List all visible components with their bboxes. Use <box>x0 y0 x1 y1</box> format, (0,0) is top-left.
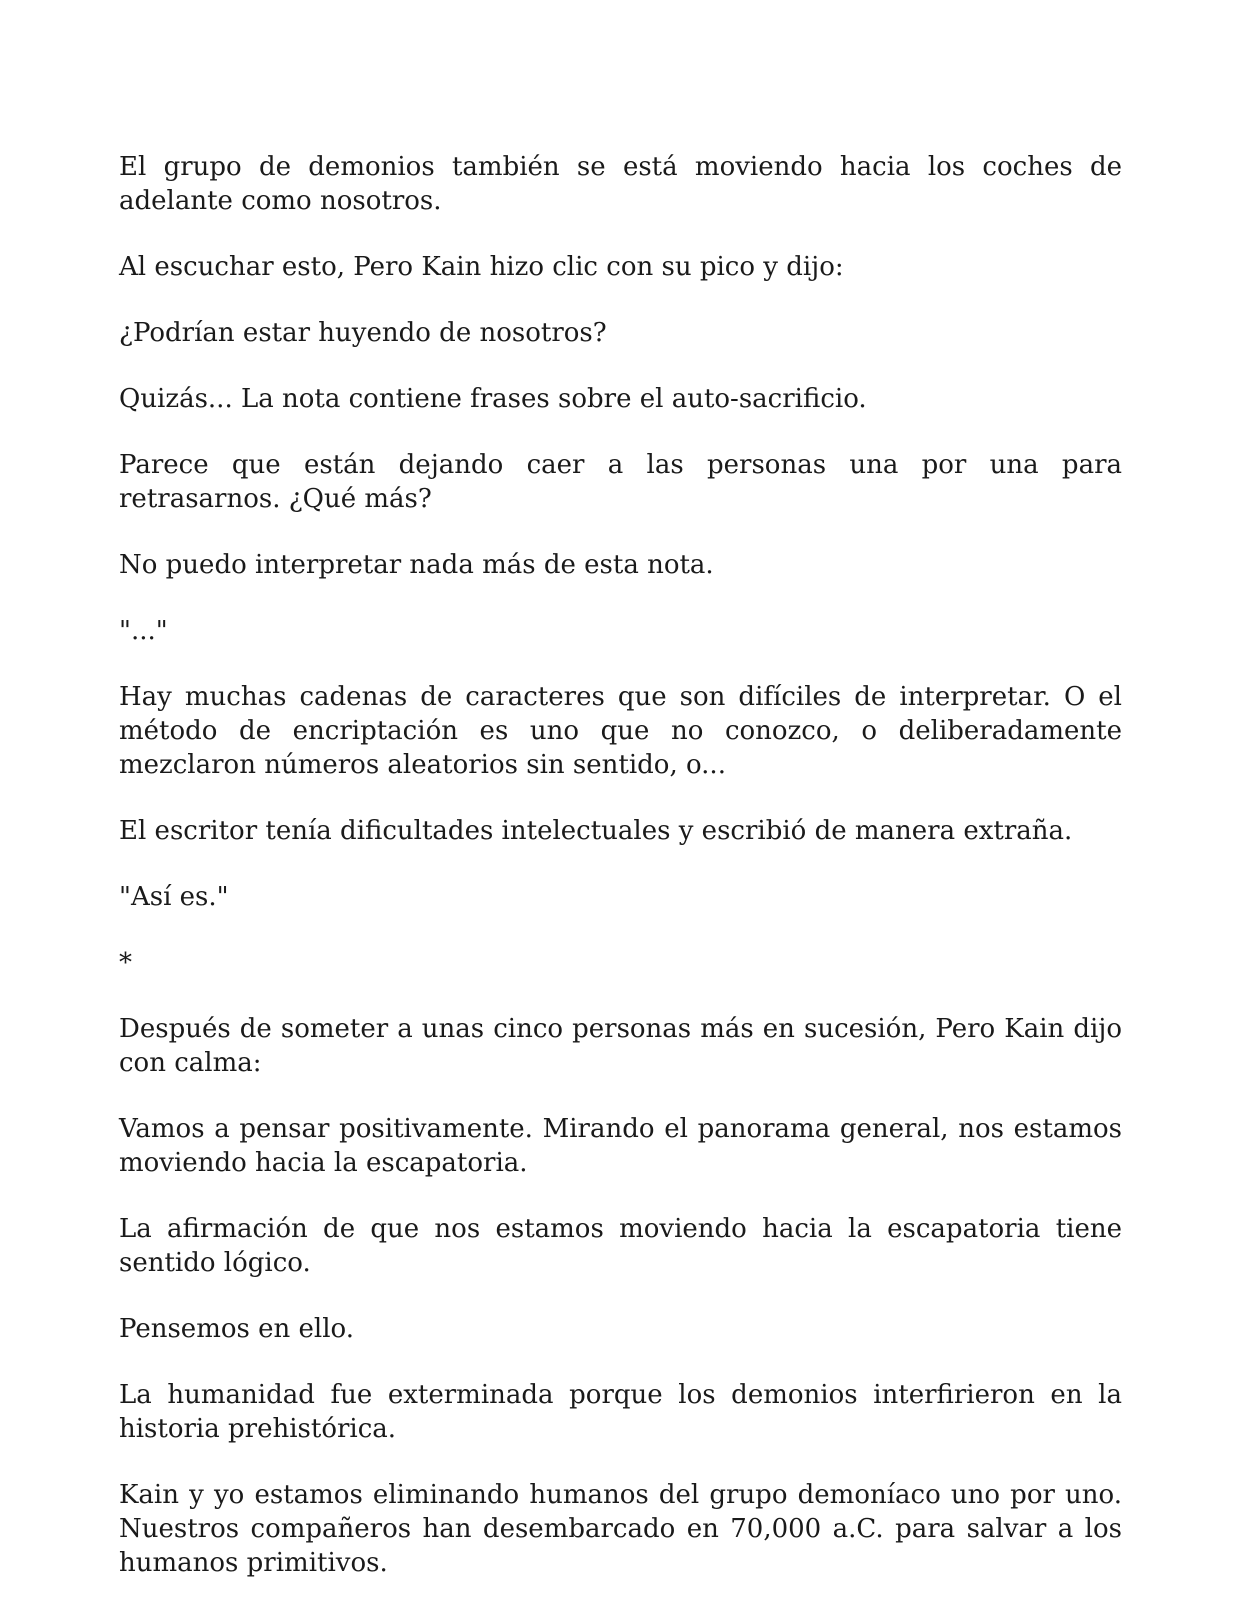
paragraph-16: La humanidad fue exterminada porque los demonios interfirieron en la historia prehistórica. <box>119 1380 1122 1444</box>
paragraph-2: Al escuchar esto, Pero Kain hizo clic con su pico y dijo: <box>119 252 844 282</box>
paragraph-4: Quizás... La nota contiene frases sobre el auto-sacrificio. <box>119 384 867 414</box>
paragraph-13: Vamos a pensar positivamente. Mirando el panorama general, nos estamos moviendo hacia la escapatoria. <box>119 1114 1122 1178</box>
paragraph-6: No puedo interpretar nada más de esta nota. <box>119 550 714 580</box>
paragraph-5: Parece que están dejando caer a las personas una por una para retrasarnos. ¿Qué más? <box>119 450 1122 514</box>
paragraph-7: "..." <box>119 616 168 646</box>
paragraph-10: "Así es." <box>119 882 229 912</box>
scene-break: * <box>119 948 132 978</box>
paragraph-15: Pensemos en ello. <box>119 1314 354 1344</box>
paragraph-8: Hay muchas cadenas de caracteres que son difíciles de interpretar. O el método de encriptación es uno que no conozco, o deliberadamente mezclaron números aleatorios sin sentido, o... <box>119 682 1122 780</box>
paragraph-9: El escritor tenía dificultades intelectuales y escribió de manera extraña. <box>119 816 1073 846</box>
paragraph-17: Kain y yo estamos eliminando humanos del grupo demoníaco uno por uno. Nuestros compañeros han desembarcado en 70,000 a.C. para salvar a los humanos primitivos. <box>119 1480 1122 1578</box>
document-body <box>119 150 1122 1580</box>
paragraph-3: ¿Podrían estar huyendo de nosotros? <box>119 318 607 348</box>
paragraph-1: El grupo de demonios también se está moviendo hacia los coches de adelante como nosotros. <box>119 152 1122 216</box>
paragraph-12: Después de someter a unas cinco personas más en sucesión, Pero Kain dijo con calma: <box>119 1014 1122 1078</box>
paragraph-14: La afirmación de que nos estamos moviendo hacia la escapatoria tiene sentido lógico. <box>119 1214 1122 1278</box>
